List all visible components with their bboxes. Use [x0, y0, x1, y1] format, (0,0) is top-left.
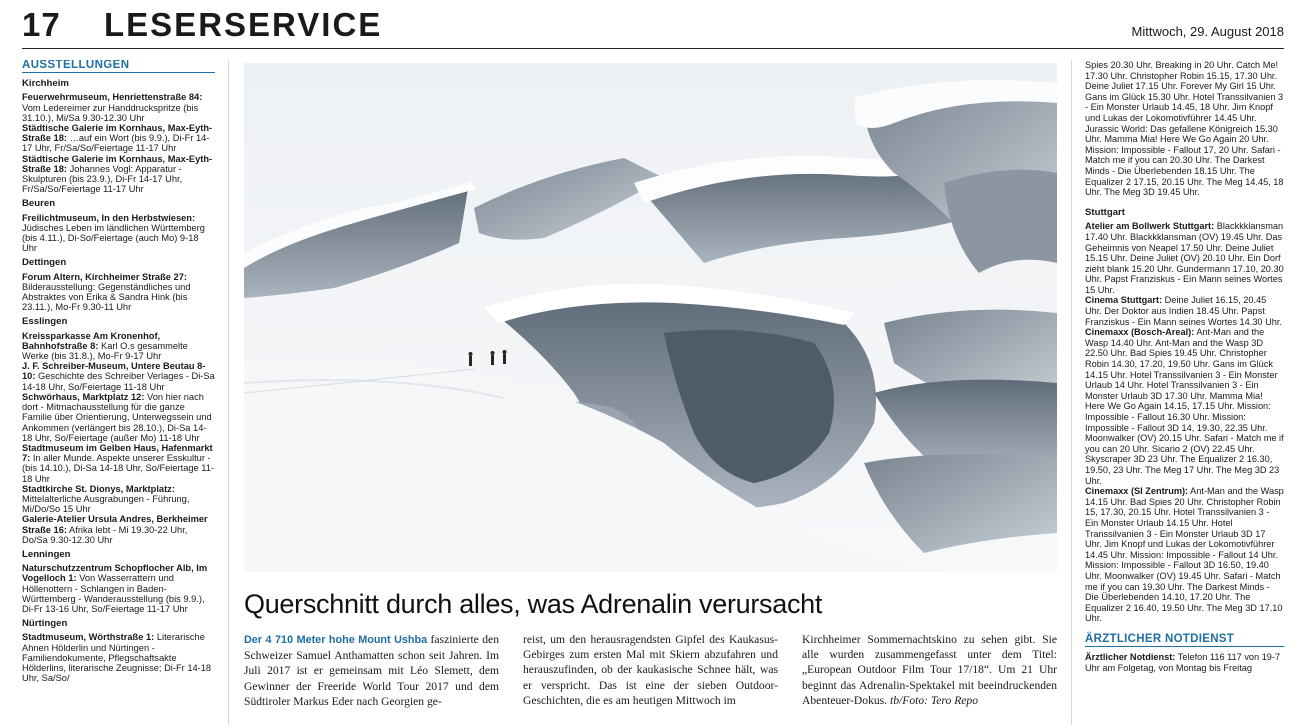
- exhibition-entry: [22, 213, 215, 254]
- exhibitions-list: [22, 79, 215, 683]
- cinema-list: [1085, 221, 1284, 624]
- cinema-program: Deine Juliet 16.15, 20.45 Uhr. Der Doktor aus Indien 18.45 Uhr. Papst Franziskus - Ein Mann seines Wortes 14.30 Uhr.: [1085, 295, 1282, 327]
- exhibition-venue: Naturschutzzentrum Schopflocher Alb, Im Vogelloch 1:: [22, 563, 208, 584]
- exhibitions-heading: AUSSTELLUNGEN: [22, 60, 215, 73]
- exhibition-entry: [22, 563, 215, 614]
- exhibition-details: Johannes Vogl: Apparatur - Skulpturen (bis 23.9.), Di-Fr 14-17 Uhr, Fr/Sa/So/Feiertage 11-17 Uhr: [22, 163, 183, 195]
- exhibition-details: Mittelalterliche Ausgrabungen - Führung, Mi/Do/So 15 Uhr: [22, 493, 190, 515]
- exhibition-details: Von hier nach dort - Mitmachausstellung für die ganze Familie über Orientierung, Unterwegssein und Ankommen (verlängert bis 28.10.), Di-Sa 14-18 Uhr, So/Feiertage (außer Mo) 11-18 Uhr: [22, 391, 212, 443]
- town-heading: Lenningen: [22, 548, 71, 560]
- exhibition-entry: [22, 361, 215, 392]
- cinema-program: Ant-Man and the Wasp 14.40 Uhr. Ant-Man and the Wasp 3D 22.50 Uhr. Bad Spies 19.45 Uhr. Christopher Robin 14.30, 17.20, 19.50 Uhr. Gans im Glück 14.15 Uhr. Hotel Transsilvanien 3 - Ein Monster Urlaub 14 Uhr. Hotel Transsilvanien 3 - Ein Monster Urlaub 3D 17.30 Uhr. Mamma Mia! Here We Go Again 14.15, 17.15 Uhr. Mission: Impossible - Fallout 16.30 Uhr. Mission: Impossible - Fallout 3D 14, 19.30, 22.35 Uhr. Moonwalker (OV) 20.15 Uhr. Safari - Match me if you can 20 Uhr. Sicario 2 (OV) 22.45 Uhr. Skyscraper 3D 23 Uhr. The Equalizer 2 16.30, 19.50, 23 Uhr. The Meg 17 Uhr. The Meg 3D 23 Uhr.: [1085, 327, 1284, 486]
- exhibition-details: Bilderausstellung: Gegenständliches und Abstraktes von Erika & Sandra Hink (bis 23.11.), Mo-Fr 9.30-11 Uhr: [22, 281, 191, 313]
- cinema-name: Cinemaxx (Bosch-Areal):: [1085, 327, 1195, 338]
- exhibition-details: Von Wasserrattern und Höllenottern - Schlangen in Baden-Württemberg - Wanderausstellung (bis 9.9.), Di-Fr 13-16 Uhr, So/Feiertage 11-17 Uhr: [22, 573, 205, 614]
- exhibition-entry: [22, 632, 215, 683]
- town-heading: Beuren: [22, 198, 56, 210]
- town-heading: Esslingen: [22, 316, 68, 328]
- article-lead: Der 4 710 Meter hohe Mount Ushba: [244, 634, 428, 646]
- exhibitions-column: [22, 60, 215, 725]
- exhibition-entry: [22, 484, 215, 515]
- glacier-photo: [244, 63, 1057, 572]
- exhibition-venue: Stadtkirche St. Dionys, Marktplatz:: [22, 483, 175, 494]
- exhibition-details: Vom Ledereimer zur Handdruckspritze (bis 31.10.), Mi/Sa 9.30-12.30 Uhr: [22, 102, 199, 123]
- exhibition-details: Karl O.s gesammelte Werke (bis 31.8.), Mo-Fr 9-17 Uhr: [22, 340, 188, 362]
- exhibition-details: …auf ein Wort (bis 9.9.), Di-Fr 14-17 Uhr, Fr/Sa/So/Feiertage 11-17 Uhr: [22, 133, 210, 154]
- exhibition-venue: Schwörhaus, Marktplatz 12:: [22, 391, 145, 402]
- emergency-name: Ärztlicher Notdienst:: [1085, 652, 1176, 663]
- exhibition-details: Literarische Ahnen Hölderlin und Nürtingen - Familiendokumente, Pflegschaftsakte Hölderlins, literarische Zeugnisse; Di-Fr 14-18 Uhr, Sa/So/: [22, 632, 212, 684]
- exhibition-entry: [22, 514, 215, 545]
- cinema-entry: [1085, 327, 1284, 486]
- cinema-entry: [1085, 486, 1284, 624]
- exhibition-entry: [22, 392, 215, 443]
- cinema-column: [1085, 60, 1284, 725]
- photo-credit: tb/Foto: Tero Repo: [890, 693, 979, 707]
- exhibition-venue: Feuerwehrmuseum, Henriettenstraße 84:: [22, 92, 203, 103]
- article-text-3: Kirchheimer Sommernachtskino zu sehen gibt. Sie alle wurden zusammengefasst unter dem Titel: „European Outdoor Film Tour 17/18“. Um 21 Uhr beginnt das Adrenalin-Spektakel mit beeindruckenden Abenteuer-Dokus.: [802, 633, 1057, 707]
- section-title: LESERSERVICE: [104, 6, 383, 43]
- column-divider: [228, 60, 229, 725]
- cinema-continued-text: Spies 20.30 Uhr. Breaking in 20 Uhr. Catch Me! 17.30 Uhr. Christopher Robin 15.15, 17.30 Uhr. Deine Juliet 17.15 Uhr. Forever My Girl 15 Uhr. Gans im Glück 15.30 Uhr. Hotel Transsilvanien 3 - Ein Monster Urlaub 14.45, 18 Uhr. Jim Knopf und Lukas der Lokomotivführer 14.45 Uhr. Jurassic World: Das gefallene Königreich 15.30 Uhr. Mamma Mia! Here We Go Again 20 Uhr. Mission: Impossible - Fallout 17, 20 Uhr. Safari - Match me if you can 20.30 Uhr. The Darkest Minds - Die Überlebenden 18.15 Uhr. The Equalizer 2 17.15, 20.15 Uhr. The Meg 14.45, 18 Uhr. The Meg 3D 19.45 Uhr.: [1085, 60, 1284, 198]
- article-body: [244, 632, 1057, 725]
- cinema-name: Atelier am Bollwerk Stuttgart:: [1085, 221, 1215, 232]
- town-heading: Nürtingen: [22, 618, 68, 630]
- article-column-3: [802, 632, 1057, 725]
- exhibition-venue: Kreissparkasse Am Kronenhof, Bahnhofstraße 8:: [22, 330, 161, 351]
- exhibition-venue: Forum Altern, Kirchheimer Straße 27:: [22, 271, 187, 282]
- exhibition-details: Geschichte des Schreiber Verlages - Di-Sa 14-18 Uhr, So/Feiertage 11-18 Uhr: [22, 371, 215, 392]
- masthead: [22, 6, 1284, 49]
- article-column-2: [523, 632, 778, 725]
- exhibition-entry: [22, 92, 215, 123]
- cinema-entry: [1085, 221, 1284, 295]
- exhibition-venue: Stadtmuseum, Wörthstraße 1:: [22, 632, 155, 643]
- exhibition-entry: [22, 123, 215, 154]
- town-heading: Kirchheim: [22, 78, 69, 90]
- town-heading: Dettingen: [22, 257, 67, 269]
- exhibition-entry: [22, 331, 215, 362]
- exhibition-entry: [22, 154, 215, 195]
- glacier-illustration: [244, 63, 1057, 572]
- article-column-1: [244, 632, 499, 725]
- cinema-entry: [1085, 295, 1284, 327]
- dateline: Mittwoch, 29. August 2018: [1131, 24, 1284, 39]
- column-divider: [1071, 60, 1072, 725]
- exhibition-venue: Städtische Galerie im Kornhaus, Max-Eyth-Straße 18:: [22, 123, 213, 144]
- exhibition-venue: Galerie-Atelier Ursula Andres, Berkheimer Straße 16:: [22, 514, 208, 535]
- exhibition-venue: Städtische Galerie im Kornhaus, Max-Eyth-Straße 18:: [22, 153, 213, 174]
- town-heading: Stuttgart: [1085, 206, 1125, 218]
- exhibition-entry: [22, 272, 215, 313]
- cinema-name: Cinema Stuttgart:: [1085, 295, 1163, 306]
- exhibition-details: In aller Munde. Aspekte unserer Esskultur - (bis 14.10.), Di-Sa 14-18 Uhr, So/Feiertage 11-18 Uhr: [22, 453, 215, 484]
- page-number: 17: [22, 6, 61, 43]
- exhibition-venue: Stadtmuseum im Gelben Haus, Hafenmarkt 7:: [22, 442, 213, 464]
- article-headline: Querschnitt durch alles, was Adrenalin verursacht: [244, 589, 823, 619]
- exhibition-entry: [22, 443, 215, 484]
- cinema-program: Ant-Man and the Wasp 14.15 Uhr. Bad Spies 20 Uhr. Christopher Robin 15, 17.30, 20.15 Uhr. Hotel Transsilvanien 3 - Ein Monster Urlaub 14.15 Uhr. Hotel Transsilvanien 3 - Ein Monster Urlaub 3D 17 Uhr. Jim Knopf und Lukas der Lokomotivführer 14.45 Uhr. Mission: Impossible - Fallout 14 Uhr. Mission: Impossible - Fallout 3D 16.50, 19.40 Uhr. Moonwalker (OV) 19.45 Uhr. Safari - Match me if you can 19.30 Uhr. The Darkest Minds - Die Überlebenden 14.10, 17.20 Uhr. The Equalizer 2 16.40, 19.50 Uhr. The Meg 3D 17.10 Uhr.: [1085, 486, 1284, 624]
- article-text-2: reist, um den herausragendsten Gipfel des Kaukasus-Gebirges zum ersten Mal mit Skiern abzufahren und herauszufinden, ob der kaukasische Schnee hält, was er verspricht. Das ist eine der sieben Outdoor-Geschichten, die es am heutigen Mittwoch im: [523, 633, 778, 707]
- exhibition-venue: Freilichtmuseum, In den Herbstwiesen:: [22, 212, 196, 223]
- exhibition-venue: J. F. Schreiber-Museum, Untere Beutau 8-10:: [22, 361, 206, 382]
- exhibition-details: Afrika lebt - Mi 19.30-22 Uhr, Do/Sa 9.30-12.30 Uhr: [22, 524, 188, 545]
- emergency-text: Telefon 116 117 von 19-7 Uhr am Folgetag, von Montag bis Freitag: [1085, 652, 1281, 674]
- emergency-entry: [1085, 652, 1284, 673]
- emergency-heading: ÄRZTLICHER NOTDIENST: [1085, 634, 1284, 648]
- cinema-program: Blackkklansman 17.40 Uhr. Blackkklansman (OV) 19.45 Uhr. Das Geheimnis von Neapel 17.50 Uhr. Deine Juliet 15.15 Uhr. Deine Juliet (OV) 20.10 Uhr. Ein Dorf zieht blank 15.20 Uhr. Gundermann 17.10, 20.30 Uhr. Papst Franziskus - Ein Mann seines Wortes 15 Uhr.: [1085, 221, 1284, 295]
- exhibition-details: Jüdisches Leben im ländlichen Württemberg (bis 4.11.), Di-So/Feiertage (auch Mo) 9-18 Uhr: [22, 222, 205, 254]
- cinema-name: Cinemaxx (SI Zentrum):: [1085, 486, 1189, 497]
- article-text-1: faszinierte den Schweizer Samuel Anthamatten schon seit Jahren. Im Juli 2017 ist er gemeinsam mit Léo Slemett, dem Gewinner der Freeride World Tour 2017 und dem Südtiroler Markus Eder nach Georgien ge-: [244, 633, 499, 708]
